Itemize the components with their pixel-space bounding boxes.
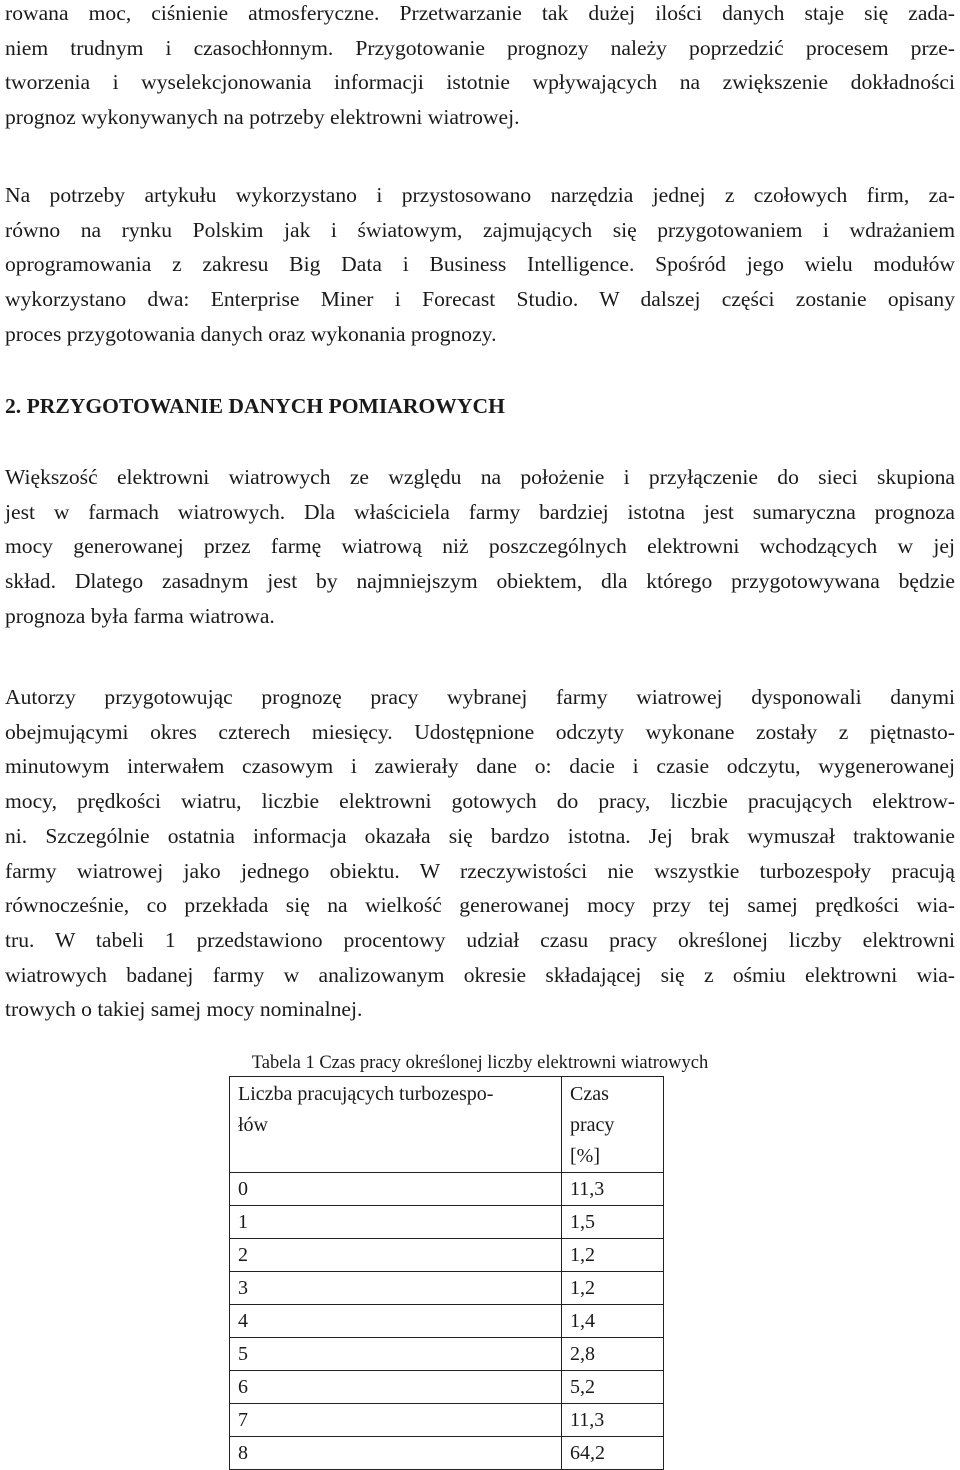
header-working-time xyxy=(562,1077,664,1173)
text-line: tru. W tabeli 1 przedstawiono procentowy udział czasu pracy określonej liczby elektrowni xyxy=(5,927,955,952)
working-time-table xyxy=(229,1076,664,1470)
header-turbine-count xyxy=(230,1077,562,1173)
table-row xyxy=(230,1239,664,1272)
text-line: skład. Dlatego zasadnym jest by najmniejszym obiektem, dla którego przygotowywana będzie xyxy=(5,569,955,594)
paragraph-intro-continuation xyxy=(5,0,955,135)
text-line: obejmującymi okres czterech miesięcy. Udostępnione odczyty wykonane zostały z piętnasto- xyxy=(5,719,955,744)
table-row xyxy=(230,1305,664,1338)
cell-turbine-count: 8 xyxy=(230,1437,562,1470)
cell-turbine-count: 5 xyxy=(230,1338,562,1371)
header-text-line: łów xyxy=(238,1114,268,1136)
text-line: mocy generowanej przez farmę wiatrową niż poszczególnych elektrowni wchodzących w jej xyxy=(5,534,955,559)
paragraph-wind-farms xyxy=(5,460,955,634)
table-row xyxy=(230,1437,664,1470)
section-heading: 2. PRZYGOTOWANIE DANYCH POMIAROWYCH xyxy=(5,394,505,418)
table-row xyxy=(230,1371,664,1404)
text-line: prognoz wykonywanych na potrzeby elektrowni wiatrowej. xyxy=(5,105,520,130)
text-line: wiatrowych badanej farmy w analizowanym okresie składającej się z ośmiu elektrowni wia- xyxy=(5,962,955,987)
text-line: minutowym interwałem czasowym i zawierały dane o: dacie i czasie odczytu, wygenerowanej xyxy=(5,754,955,779)
text-line: prognoza była farma wiatrowa. xyxy=(5,603,275,628)
cell-turbine-count: 3 xyxy=(230,1272,562,1305)
cell-turbine-count: 6 xyxy=(230,1371,562,1404)
text-line: wykorzystano dwa: Enterprise Miner i Forecast Studio. W dalszej części zostanie opisany xyxy=(5,287,955,312)
table-caption: Tabela 1 Czas pracy określonej liczby elektrowni wiatrowych xyxy=(251,1053,709,1073)
text-line: farmy wiatrowej jako jednego obiektu. W rzeczywistości nie wszystkie turbozespoły pracują xyxy=(5,858,955,883)
text-line: mocy, prędkości wiatru, liczbie elektrowni gotowych do pracy, liczbie pracujących elektrow- xyxy=(5,789,955,814)
header-text-line: Czas pracy xyxy=(570,1083,615,1136)
text-line: Na potrzeby artykułu wykorzystano i przystosowano narzędzia jednej z czołowych firm, za- xyxy=(5,183,955,207)
table-row xyxy=(230,1272,664,1305)
text-line: jest w farmach wiatrowych. Dla właściciela farmy bardziej istotna jest sumaryczna prognoza xyxy=(5,499,955,524)
cell-turbine-count: 2 xyxy=(230,1239,562,1272)
paragraph-data-description xyxy=(5,680,955,1027)
text-line: niem trudnym i czasochłonnym. Przygotowanie prognozy należy poprzedzić procesem prze- xyxy=(5,35,955,60)
text-line: proces przygotowania danych oraz wykonania prognozy. xyxy=(5,321,497,346)
cell-turbine-count: 4 xyxy=(230,1305,562,1338)
cell-working-time: 1,2 xyxy=(562,1272,664,1305)
header-text-line: Liczba pracujących turbozespo- xyxy=(238,1083,494,1105)
table-row xyxy=(230,1173,664,1206)
cell-working-time: 11,3 xyxy=(562,1404,664,1437)
text-line: rowana moc, ciśnienie atmosferyczne. Przetwarzanie tak dużej ilości danych staje się zada- xyxy=(5,1,955,25)
text-line: równo na rynku Polskim jak i światowym, zajmujących się przygotowaniem i wdrażaniem xyxy=(5,217,955,242)
paragraph-tools xyxy=(5,178,955,352)
text-line: oprogramowania z zakresu Big Data i Business Intelligence. Spośród jego wielu modułów xyxy=(5,252,955,277)
cell-working-time: 5,2 xyxy=(562,1371,664,1404)
text-line: Autorzy przygotowując prognozę pracy wybranej farmy wiatrowej dysponowali danymi xyxy=(5,685,955,709)
text-line: trowych o takiej samej mocy nominalnej. xyxy=(5,997,363,1022)
cell-turbine-count: 1 xyxy=(230,1206,562,1239)
cell-turbine-count: 7 xyxy=(230,1404,562,1437)
cell-working-time: 1,2 xyxy=(562,1239,664,1272)
text-line: równocześnie, co przekłada się na wielkość generowanej mocy przy tej samej prędkości wia- xyxy=(5,893,955,918)
text-line: Większość elektrowni wiatrowych ze względu na położenie i przyłączenie do sieci skupiona xyxy=(5,465,955,489)
cell-working-time: 11,3 xyxy=(562,1173,664,1206)
text-line: tworzenia i wyselekcjonowania informacji istotnie wpływających na zwiększenie dokładności xyxy=(5,70,955,95)
table-row xyxy=(230,1338,664,1371)
cell-working-time: 1,5 xyxy=(562,1206,664,1239)
cell-working-time: 1,4 xyxy=(562,1305,664,1338)
table-row xyxy=(230,1404,664,1437)
cell-turbine-count: 0 xyxy=(230,1173,562,1206)
header-text-line: [%] xyxy=(570,1145,600,1167)
text-line: ni. Szczególnie ostatnia informacja okazała się bardzo istotna. Jej brak wymuszał traktowanie xyxy=(5,823,955,848)
table-header-row xyxy=(230,1077,664,1173)
cell-working-time: 2,8 xyxy=(562,1338,664,1371)
cell-working-time: 64,2 xyxy=(562,1437,664,1470)
table-row xyxy=(230,1206,664,1239)
